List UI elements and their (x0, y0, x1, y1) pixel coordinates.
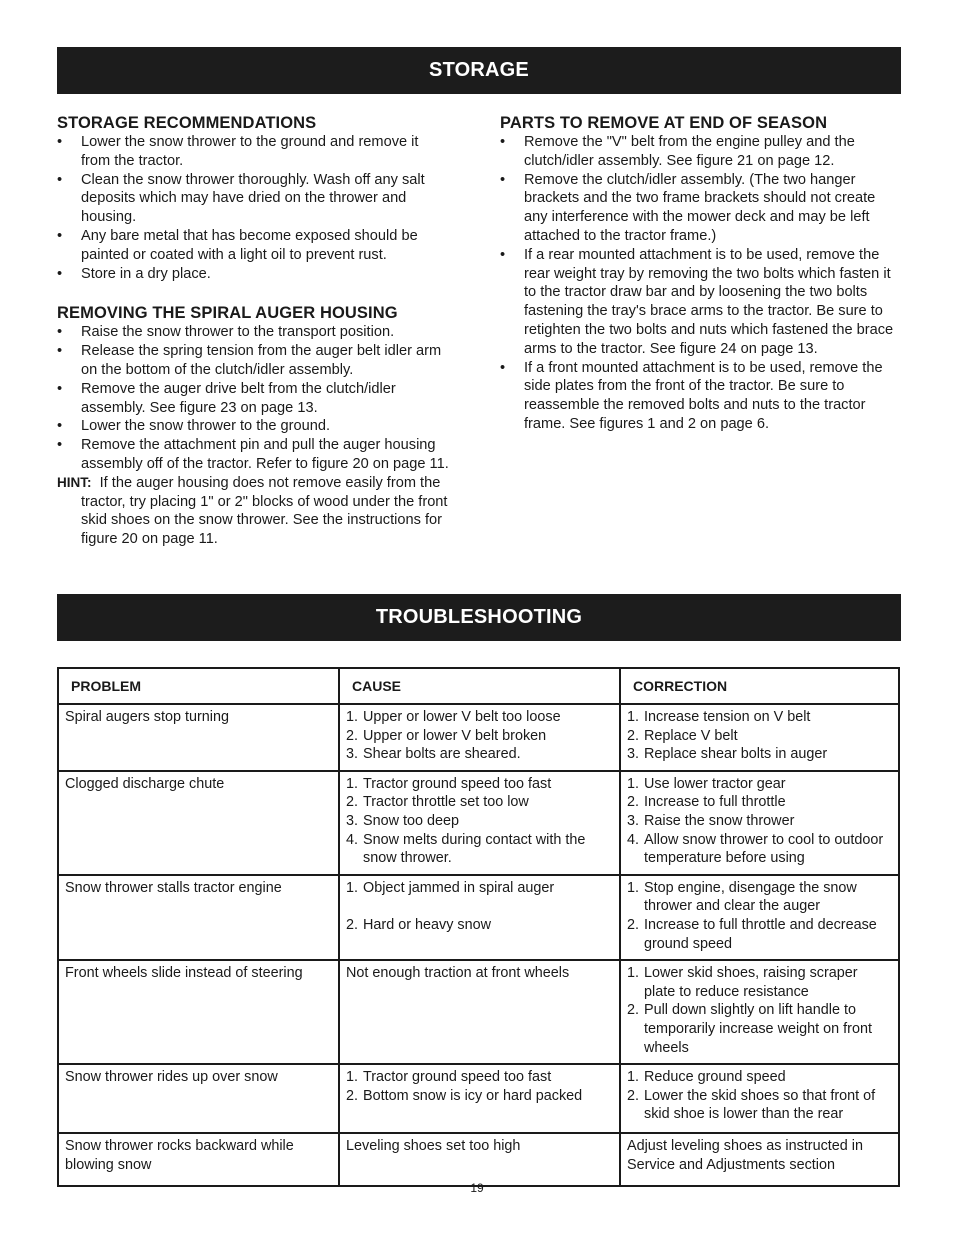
list-item: • If a rear mounted attachment is to be used, remove the rear weight tray by removing the two bolts which fasten it to the tractor draw bar and by loosening the two bolts fastening the tray's brace arms to the tractor. Be sure to retighten the two bolts and nuts which fastened the brace arms to the tractor. See figure 24 on page 13. (500, 246, 900, 359)
storage-banner (57, 47, 901, 94)
cause-cell (339, 1064, 620, 1133)
correction-cell (620, 771, 899, 875)
list-item: • Remove the auger drive belt from the clutch/idler assembly. See figure 23 on page 13. (57, 380, 449, 418)
auger-housing-list (57, 323, 449, 473)
list-item: 4. Allow snow thrower to cool to outdoor temperature before using (627, 831, 884, 867)
list-item: 1. Tractor ground speed too fast (346, 1069, 552, 1086)
table-header-row (58, 668, 899, 704)
correction-cell (620, 960, 899, 1064)
list-item: • Release the spring tension from the auger belt idler arm on the bottom of the clutch/idler assembly. (57, 342, 449, 380)
list-item: 2. Upper or lower V belt broken (346, 727, 547, 744)
list-item: 1. Lower skid shoes, raising scraper plate to reduce resistance (627, 965, 858, 1000)
storage-title: STORAGE (429, 59, 529, 81)
storage-recommendations-heading: STORAGE RECOMMENDATIONS (57, 114, 317, 132)
problem-text: Front wheels slide instead of steering (65, 965, 303, 982)
list-item: 1. Stop engine, disengage the snow thrower and clear the auger (627, 879, 857, 915)
cause-cell (339, 771, 620, 875)
column-header-cause: CAUSE (339, 668, 620, 704)
troubleshooting-table (57, 667, 900, 1187)
list-item: 2. Increase to full throttle and decrease ground speed (627, 916, 877, 952)
list-item: 3. Replace shear bolts in auger (627, 746, 828, 763)
problem-text: Snow thrower rides up over snow (65, 1069, 278, 1086)
list-item: • If a front mounted attachment is to be used, remove the side plates from the front of the tractor. Be sure to reassemble the removed bolts and nuts to the tractor frame. See figures 1 and 2 on page 6. (500, 359, 900, 434)
cause-cell (339, 704, 620, 771)
correction-text: Adjust leveling shoes as instructed in Service and Adjustments section (627, 1138, 863, 1173)
correction-cell (620, 1064, 899, 1133)
auger-housing-heading: REMOVING THE SPIRAL AUGER HOUSING (57, 304, 398, 323)
spacer (346, 897, 613, 916)
table-row (58, 1133, 899, 1186)
table-row (58, 704, 899, 771)
list-item: 1. Reduce ground speed (627, 1069, 786, 1086)
storage-right-column (500, 114, 900, 434)
list-item: • Remove the "V" belt from the engine pulley and the clutch/idler assembly. See figure 21 on page 12. (500, 133, 900, 171)
list-item: 2. Lower the skid shoes so that front of skid shoe is lower than the rear (627, 1087, 876, 1123)
parts-to-remove-list (500, 133, 900, 434)
cause-cell (339, 960, 620, 1064)
list-item: 3. Snow too deep (346, 812, 460, 829)
correction-cell (620, 704, 899, 771)
table-row (58, 1064, 899, 1133)
troubleshooting-title: TROUBLESHOOTING (375, 606, 583, 628)
list-item: 1. Use lower tractor gear (627, 775, 786, 792)
problem-cell (58, 1133, 339, 1186)
problem-text: Snow thrower stalls tractor engine (65, 879, 282, 896)
storage-left-column (57, 114, 449, 549)
hint-paragraph (57, 474, 449, 549)
list-item: 2. Hard or heavy snow (346, 916, 491, 933)
list-item: • Any bare metal that has become exposed should be painted or coated with a light oil to prevent rust. (57, 227, 449, 265)
table-row (58, 960, 899, 1064)
hint-text: If the auger housing does not remove easily from the tractor, try placing 1" or 2" blocks of wood under the front skid shoes on the snow thrower. See the instructions for figure 20 on page 11. (81, 474, 448, 548)
problem-cell (58, 960, 339, 1064)
column-header-correction: CORRECTION (620, 668, 899, 704)
problem-text: Clogged discharge chute (65, 775, 225, 792)
list-item: • Lower the snow thrower to the ground and remove it from the tractor. (57, 133, 449, 171)
hint-label: HINT: (57, 474, 92, 490)
list-item: 1. Upper or lower V belt too loose (346, 709, 561, 725)
table-row (58, 771, 899, 875)
problem-cell (58, 704, 339, 771)
list-item: 1. Increase tension on V belt (627, 709, 811, 725)
problem-cell (58, 875, 339, 960)
list-item: 2. Increase to full throttle (627, 794, 786, 811)
list-item: 2. Pull down slightly on lift handle to temporarily increase weight on front wheels (627, 1002, 872, 1056)
list-item: • Store in a dry place. (57, 265, 449, 284)
column-header-problem: PROBLEM (58, 668, 339, 704)
cause-cell (339, 1133, 620, 1186)
list-item: 2. Replace V belt (627, 727, 738, 744)
problem-text: Spiral augers stop turning (65, 709, 229, 725)
cause-cell (339, 875, 620, 960)
list-item: 4. Snow melts during contact with the snow thrower. (346, 831, 586, 867)
parts-to-remove-heading: PARTS TO REMOVE AT END OF SEASON (500, 114, 828, 132)
problem-cell (58, 771, 339, 875)
list-item: 3. Shear bolts are sheared. (346, 746, 521, 763)
list-item: • Remove the attachment pin and pull the auger housing assembly off of the tractor. Refer to figure 20 on page 11. (57, 436, 449, 474)
cause-text: Not enough traction at front wheels (346, 965, 570, 982)
page-number: 19 (470, 1181, 484, 1195)
list-item: • Clean the snow thrower thoroughly. Wash off any salt deposits which may have dried on the thrower and housing. (57, 171, 449, 227)
storage-recommendations-list (57, 133, 449, 283)
list-item: 2. Tractor throttle set too low (346, 794, 529, 811)
problem-cell (58, 1064, 339, 1133)
problem-text: Snow thrower rocks backward while blowing snow (65, 1138, 294, 1173)
list-item: 1. Tractor ground speed too fast (346, 775, 552, 792)
list-item: • Remove the clutch/idler assembly. (The two hanger brackets and the two frame brackets should not create any interference with the mower deck and may be left attached to the tractor frame.) (500, 171, 900, 246)
correction-cell (620, 1133, 899, 1186)
list-item: 2. Bottom snow is icy or hard packed (346, 1087, 583, 1104)
cause-text: Leveling shoes set too high (346, 1138, 521, 1155)
list-item: • Lower the snow thrower to the ground. (57, 417, 449, 436)
table-row (58, 875, 899, 960)
troubleshooting-banner (57, 594, 901, 641)
list-item: 3. Raise the snow thrower (627, 812, 795, 829)
correction-cell (620, 875, 899, 960)
list-item: 1. Object jammed in spiral auger (346, 879, 555, 896)
list-item: • Raise the snow thrower to the transport position. (57, 323, 449, 342)
